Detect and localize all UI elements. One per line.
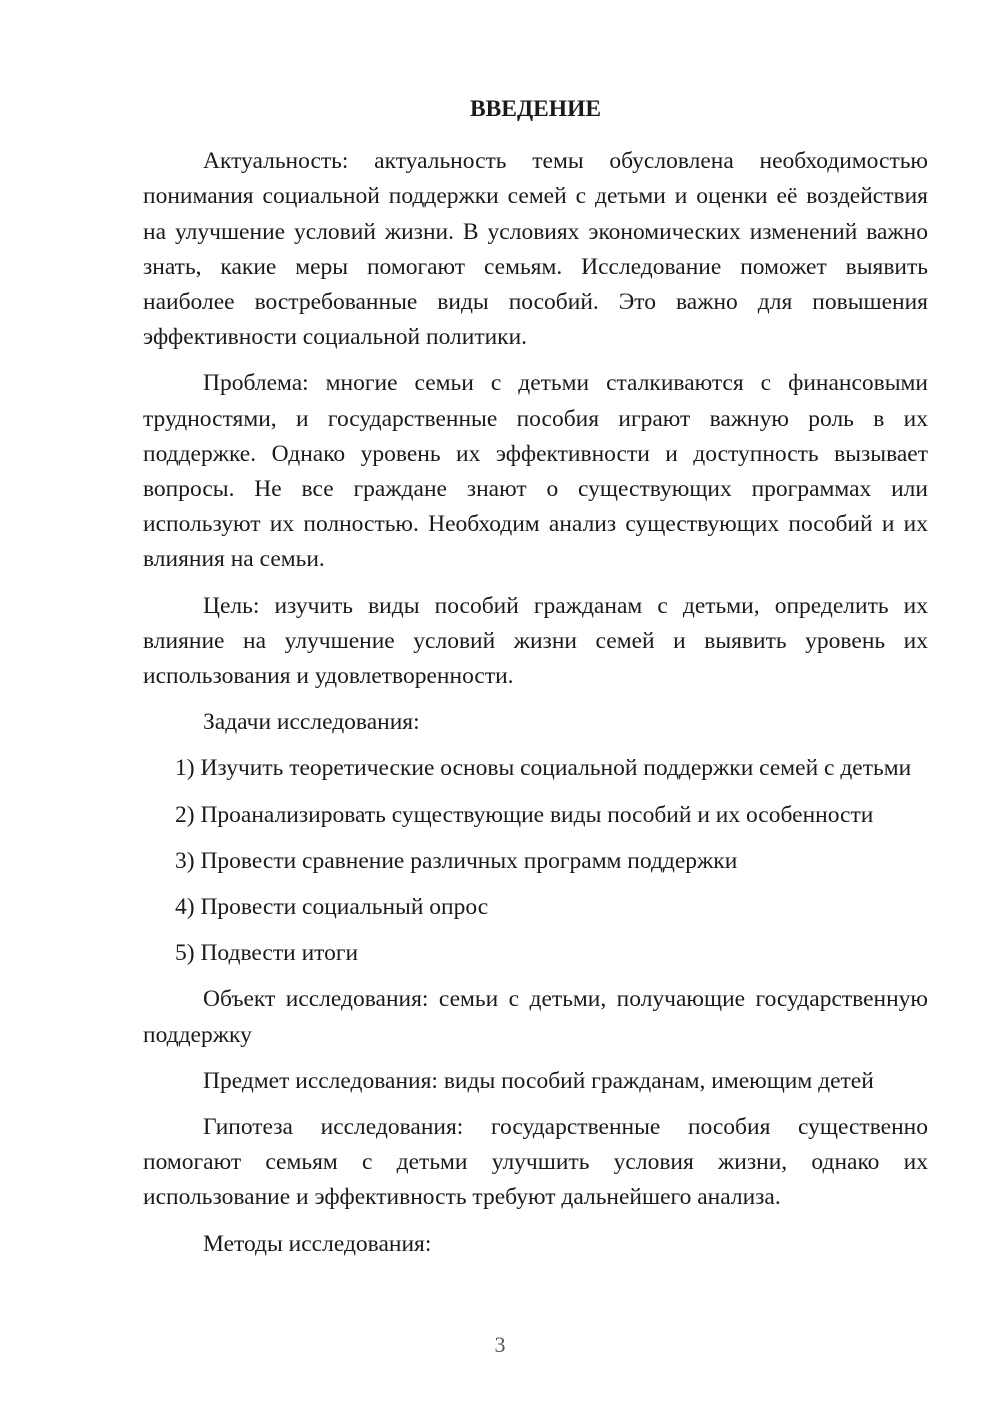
tasks-list <box>143 751 928 971</box>
hypothesis-paragraph: Гипотеза исследования: государственные пособия существенно помогают семьям с детьми улучшить условия жизни, однако их использование и эффективность требуют дальнейшего анализа. <box>143 1114 928 1211</box>
section-title: ВВЕДЕНИЕ <box>469 96 602 122</box>
document-page <box>143 92 928 1273</box>
problem-paragraph: Проблема: многие семьи с детьми сталкиваются с финансовыми трудностями, и государственные пособия играют важную роль в их поддержке. Однако уровень их эффективности и доступность вызывает вопросы. Не все граждане знают о существующих программах или используют их полностью. Необходим анализ существующих пособий и их влияния на семьи. <box>143 370 928 573</box>
tasks-heading: Задачи исследования: <box>203 709 420 736</box>
object-paragraph: Объект исследования: семьи с детьми, получающие государственную поддержку <box>143 986 928 1048</box>
task-item: 1) Изучить теоретические основы социальной поддержки семей с детьми <box>175 755 912 782</box>
goal-paragraph: Цель: изучить виды пособий гражданам с детьми, определить их влияние на улучшение условий жизни семей и выявить уровень их использования и удовлетворенности. <box>143 592 928 690</box>
subject-paragraph: Предмет исследования: виды пособий гражданам, имеющим детей <box>203 1067 874 1094</box>
task-item: 2) Проанализировать существующие виды пособий и их особенности <box>175 801 874 828</box>
task-item: 3) Провести сравнение различных программ поддержки <box>175 847 738 874</box>
methods-heading: Методы исследования: <box>203 1230 432 1257</box>
relevance-paragraph: Актуальность: актуальность темы обусловлена необходимостью понимания социальной поддержки семей с детьми и оценки её воздействия на улучшение условий жизни. В условиях экономических изменений важно знать, какие меры помогают семьям. Исследование поможет выявить наиболее востребованные виды пособий. Это важно для повышения эффективности социальной политики. <box>143 148 928 351</box>
page-number: 3 <box>494 1332 506 1357</box>
task-item: 4) Провести социальный опрос <box>175 894 489 921</box>
task-item: 5) Подвести итоги <box>175 940 359 967</box>
